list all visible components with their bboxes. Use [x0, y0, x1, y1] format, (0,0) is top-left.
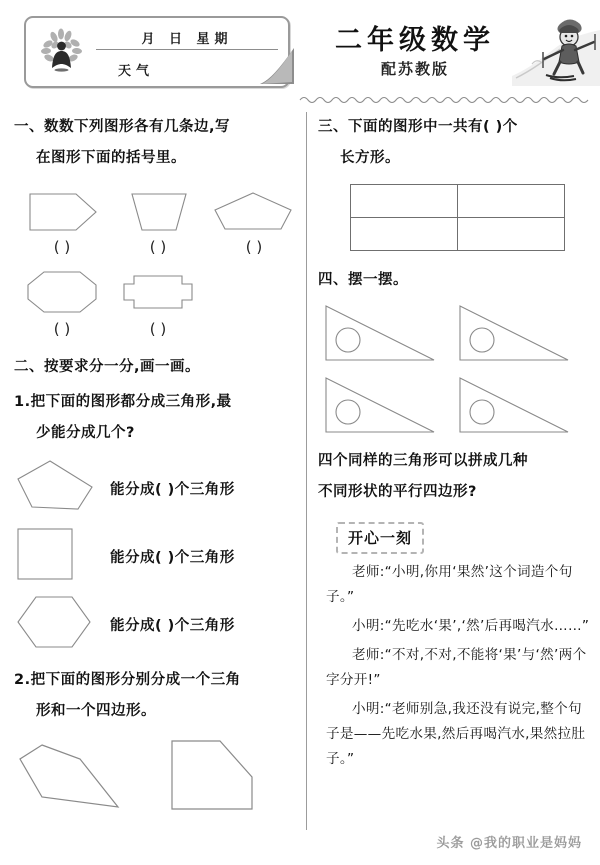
split-label: 能分成( )个三角形	[110, 617, 235, 634]
shape-irregular-pentagon-left	[14, 735, 154, 817]
shape-hexagon	[14, 593, 110, 655]
weather-field[interactable]: 天气	[118, 64, 155, 79]
page-header	[0, 0, 600, 100]
title-block	[300, 10, 600, 90]
section-4-question-line-2: 不同形状的平行四边形?	[318, 484, 477, 500]
joke-line: 老师:“小明,你用‘果然’这个词造个句子。”	[326, 564, 573, 605]
split-label: 能分成( )个三角形	[110, 549, 235, 566]
shape-cross-polygon	[110, 268, 206, 320]
date-field[interactable]: 月 日 星期	[96, 18, 278, 50]
answer-paren[interactable]: ( )	[53, 320, 71, 338]
answer-paren[interactable]: ( )	[53, 238, 71, 256]
split-label: 能分成( )个三角形	[110, 481, 235, 498]
page-title: 二年级数学	[335, 25, 495, 56]
column-divider	[306, 112, 307, 830]
section-4	[318, 265, 596, 508]
shape-irregular-pentagon-right	[154, 735, 294, 817]
left-column	[14, 112, 302, 817]
right-triangle-circle	[318, 372, 452, 444]
skiing-child-illustration	[512, 12, 600, 90]
shape-pentagon	[14, 457, 110, 519]
section-2-q1-line-2: 少能分成几个?	[36, 425, 135, 441]
grid-cell	[351, 218, 458, 251]
section-1-answers-row-1	[14, 238, 302, 256]
section-4-question-line-1: 四个同样的三角形可以拼成几种	[318, 453, 528, 469]
grid-cell	[458, 185, 565, 218]
section-3-line-1: 三、下面的图形中一共有( )个	[318, 119, 518, 135]
joke-section	[318, 522, 596, 772]
section-1	[14, 112, 302, 338]
split-item-square	[14, 525, 302, 587]
shape-octagon	[14, 268, 110, 320]
watermark: 头条 @我的职业是妈妈	[436, 836, 582, 851]
tree-person-logo	[36, 24, 88, 76]
right-triangle-circle	[318, 300, 452, 372]
shape-pentagon	[206, 188, 302, 238]
right-triangle-circle	[452, 300, 586, 372]
joke-body	[318, 560, 596, 772]
right-triangle-circle	[452, 372, 586, 444]
section-2-heading: 二、按要求分一分,画一画。	[14, 359, 201, 375]
section-2-q2-line-1: 2.把下面的图形分别分成一个三角	[14, 672, 241, 688]
section-2-q2-shapes	[14, 735, 302, 817]
joke-line: 小明:“老师别急,我还没有说完,整个句子是——先吃水果,然后再喝汽水,果然拉肚子。”	[326, 701, 586, 767]
table-row	[351, 185, 565, 218]
shape-square	[14, 525, 110, 587]
answer-paren[interactable]: ( )	[245, 238, 263, 256]
page-subtitle: 配苏教版	[380, 60, 449, 78]
section-4-heading: 四、摆一摆。	[318, 272, 408, 288]
triangle-grid	[318, 300, 586, 444]
section-1-shapes-row-2	[14, 268, 302, 320]
shape-pentagon-arrow	[14, 188, 110, 238]
section-1-shapes-row-1	[14, 186, 302, 238]
section-2	[14, 352, 302, 817]
grid-cell	[458, 218, 565, 251]
rectangle-count-grid	[350, 184, 565, 251]
split-item-hexagon	[14, 593, 302, 655]
section-1-line-1: 一、数数下列图形各有几条边,写	[14, 119, 231, 135]
section-2-q2-line-2: 形和一个四边形。	[36, 703, 156, 719]
section-3-line-2: 长方形。	[340, 150, 400, 166]
section-2-q1-line-1: 1.把下面的图形都分成三角形,最	[14, 394, 232, 410]
wavy-divider	[300, 88, 592, 96]
section-1-answers-row-2	[14, 320, 302, 338]
section-1-line-2: 在图形下面的括号里。	[36, 150, 186, 166]
answer-paren[interactable]: ( )	[149, 238, 167, 256]
grid-cell	[351, 185, 458, 218]
shape-trapezoid	[110, 188, 206, 238]
joke-line: 老师:“不对,不对,不能将‘果’与‘然’两个字分开!”	[326, 647, 587, 688]
section-3	[318, 112, 596, 251]
joke-line: 小明:“先吃水‘果’,‘然’后再喝汽水……”	[352, 618, 590, 634]
table-row	[351, 218, 565, 251]
right-column	[318, 112, 596, 772]
date-weather-lines	[96, 18, 278, 81]
split-item-pentagon	[14, 457, 302, 519]
joke-tag: 开心一刻	[336, 522, 424, 554]
answer-paren[interactable]: ( )	[149, 320, 167, 338]
